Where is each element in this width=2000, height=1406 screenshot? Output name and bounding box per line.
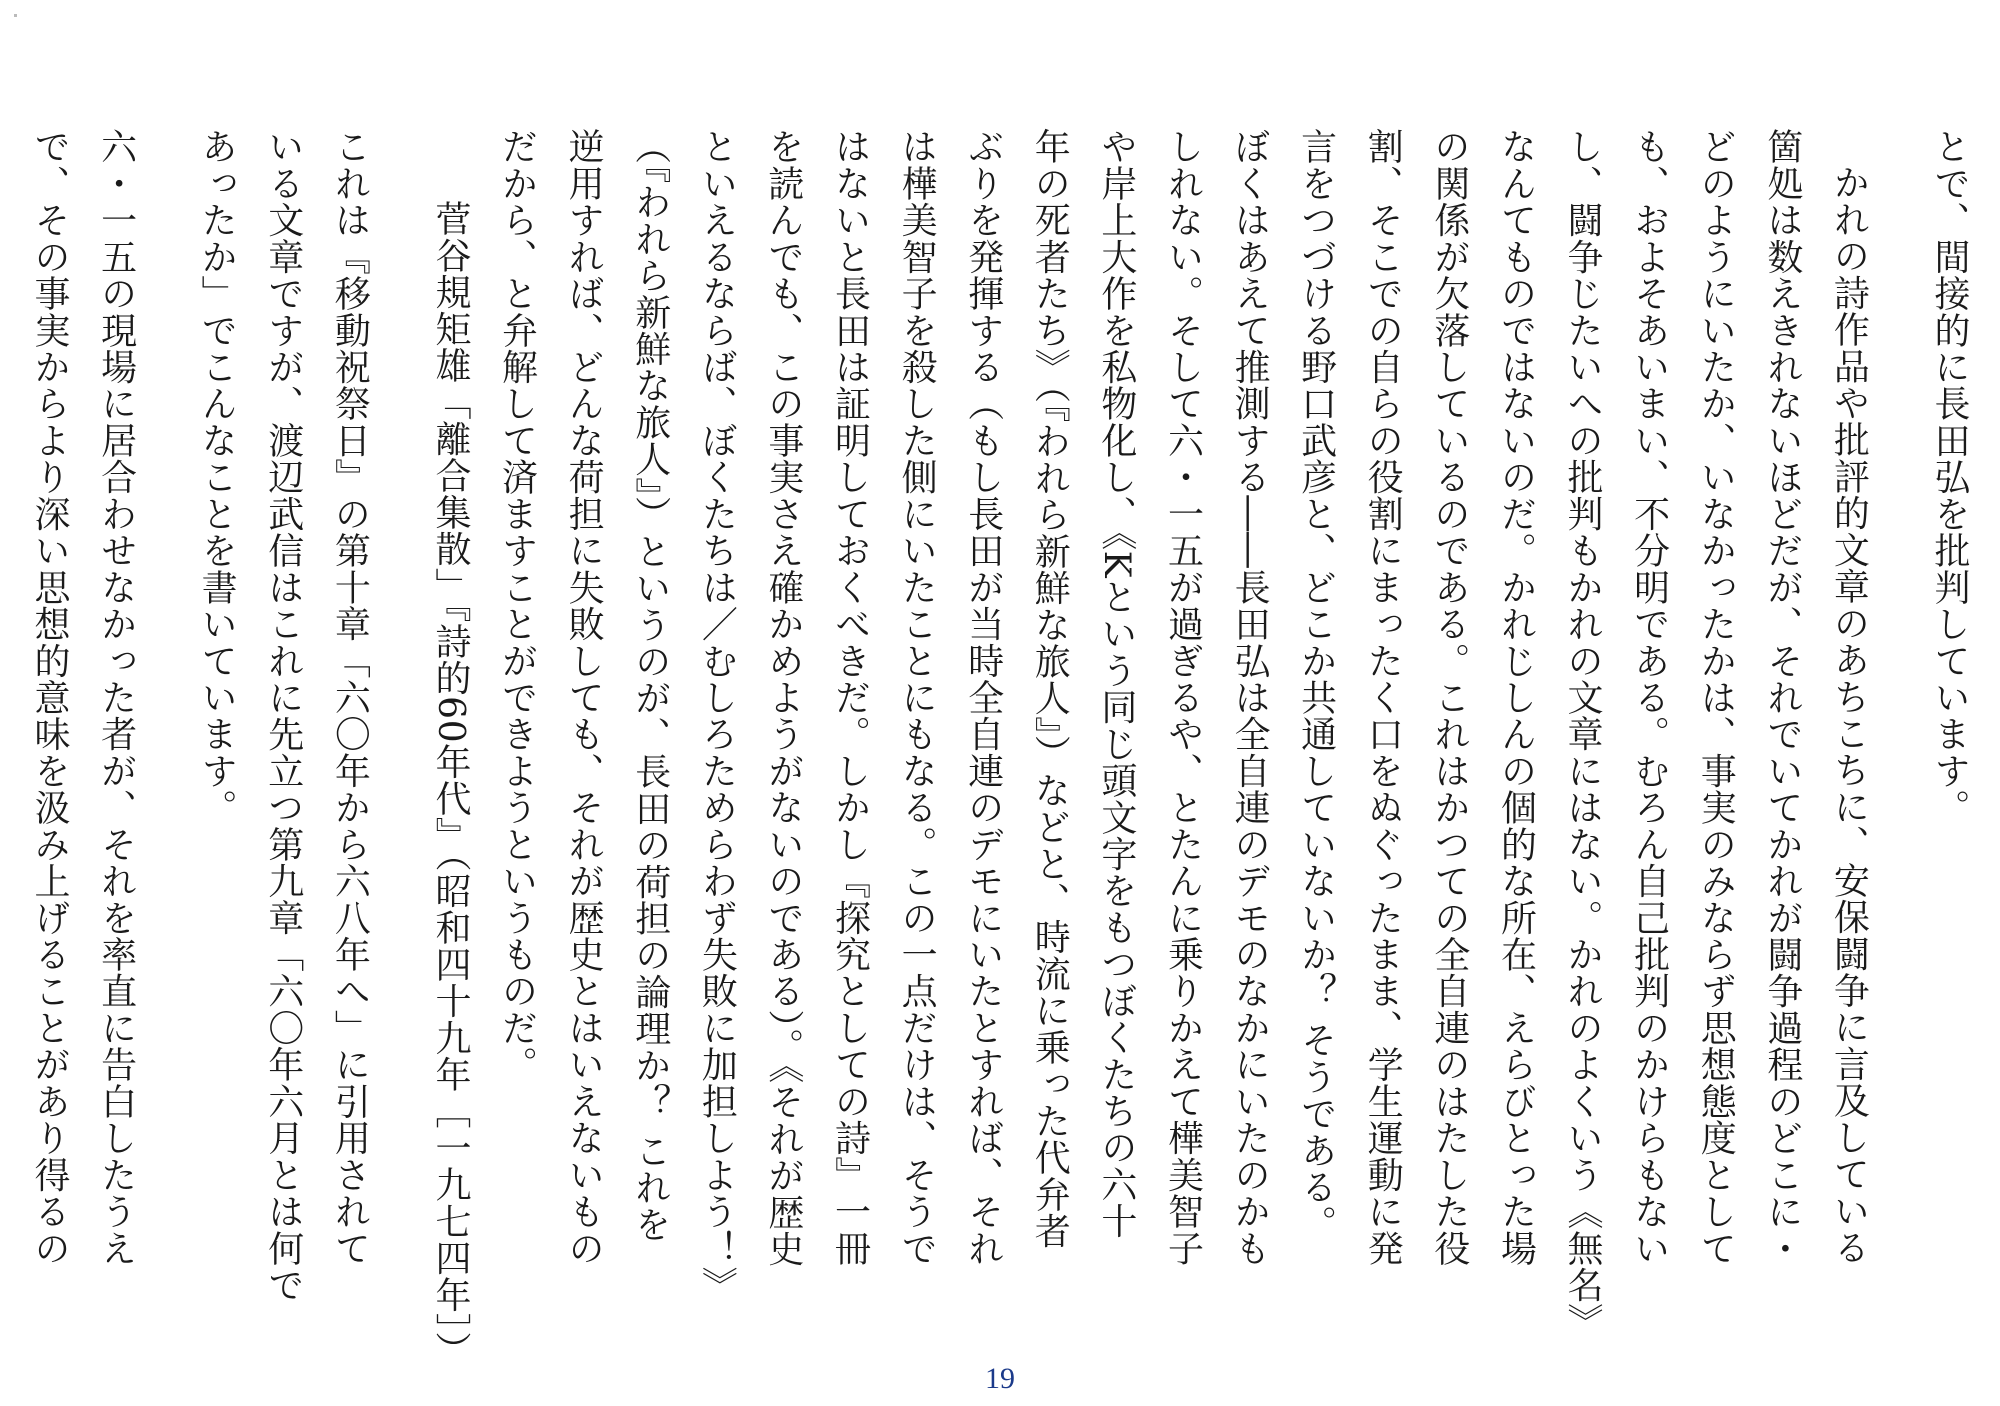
quote-line: ぼくはあえて推測する――長田弘は全自連のデモのなかにいたのかも: [1229, 128, 1271, 1267]
quote-line: の関係が欠落しているのである。これはかつての全自連のはたした役: [1428, 128, 1470, 1267]
quote-line: 六・一五の現場に居合わせなかった者が、それを率直に告白したうえ: [95, 128, 137, 1267]
corner-mark: [14, 14, 17, 17]
quote-line: は樺美智子を殺した側にいたことにもなる。この一点だけは、そうで: [896, 128, 938, 1267]
quote-line: どのようにいたか、いなかったかは、事実のみならず思想態度として: [1695, 128, 1737, 1267]
text-line: これは『移動祝祭日』の第十章「六〇年から六八年へ」に引用されて: [329, 128, 371, 1267]
quote-line: 年の死者たち》（『われら新鮮な旅人』）などと、時流に乗った代弁者: [1029, 128, 1071, 1250]
quote-line: も、およそあいまい、不分明である。むろん自己批判のかけらもない: [1628, 128, 1670, 1267]
quote-line: し、闘争じたいへの批判もかれの文章にはない。かれのよくいう《無名》: [1562, 128, 1604, 1340]
quote-citation: 菅谷規矩雄「離合集散」『詩的60年代』（昭和四十九年［一九七四年］）: [429, 200, 471, 1369]
quote-line: しれない。そして六・一五が過ぎるや、とたんに乗りかえて樺美智子: [1162, 128, 1204, 1267]
text-line: とで、間接的に長田弘を批判しています。: [1929, 128, 1970, 826]
paragraph-gap: [382, 128, 416, 1308]
quote-line: かれの詩作品や批評的文章のあちこちに、安保闘争に言及している: [1828, 164, 1870, 1266]
quote-line: 言をつづける野口武彦と、どこか共通していないか？ そうである。: [1295, 128, 1337, 1242]
quote-line: といえるならば、ぼくたちは／むしろためらわず失敗に加担しよう！》: [696, 128, 738, 1304]
quote-line: （『われら新鮮な旅人』）というのが、長田の荷担の論理か？ これを: [629, 128, 671, 1243]
vertical-text-body: [15, 128, 1982, 1369]
paragraph-gap: [1881, 128, 1915, 1308]
quote-line: はないと長田は証明しておくべきだ。しかし『探究としての詩』一冊: [829, 128, 871, 1267]
quote-line: なんてものではないのだ。かれじしんの個的な所在、えらびとった場: [1495, 128, 1537, 1267]
page-number: 19: [985, 1362, 1015, 1395]
quote-line: 箇処は数えきれないほどだが、それでいてかれが闘争過程のどこに・: [1761, 128, 1803, 1267]
quote-line: で、その事実からより深い思想的意味を汲み上げることがあり得るの: [28, 128, 70, 1267]
text-line: いる文章ですが、渡辺武信はこれに先立つ第九章「六〇年六月とは何で: [262, 128, 304, 1304]
quote-line: だから、と弁解して済ますことができようというものだ。: [496, 128, 538, 1083]
text-line: あったか」でこんなことを書いています。: [196, 128, 238, 826]
quote-line: 割、そこでの自らの役割にまったく口をぬぐったまま、学生運動に発: [1362, 128, 1404, 1267]
quote-line: や岸上大作を私物化し、《Kという同じ頭文字をもつぼくたちの六十: [1095, 128, 1137, 1240]
paragraph-gap: [149, 128, 183, 1308]
quote-line: 逆用すれば、どんな荷担に失敗しても、それが歴史とはいえないもの: [563, 128, 605, 1267]
quote-line: ぶりを発揮する（もし長田が当時全自連のデモにいたとすれば、それ: [962, 128, 1004, 1267]
quote-line: を読んでも、この事実さえ確かめようがないのである）。《それが歴史: [762, 128, 804, 1268]
